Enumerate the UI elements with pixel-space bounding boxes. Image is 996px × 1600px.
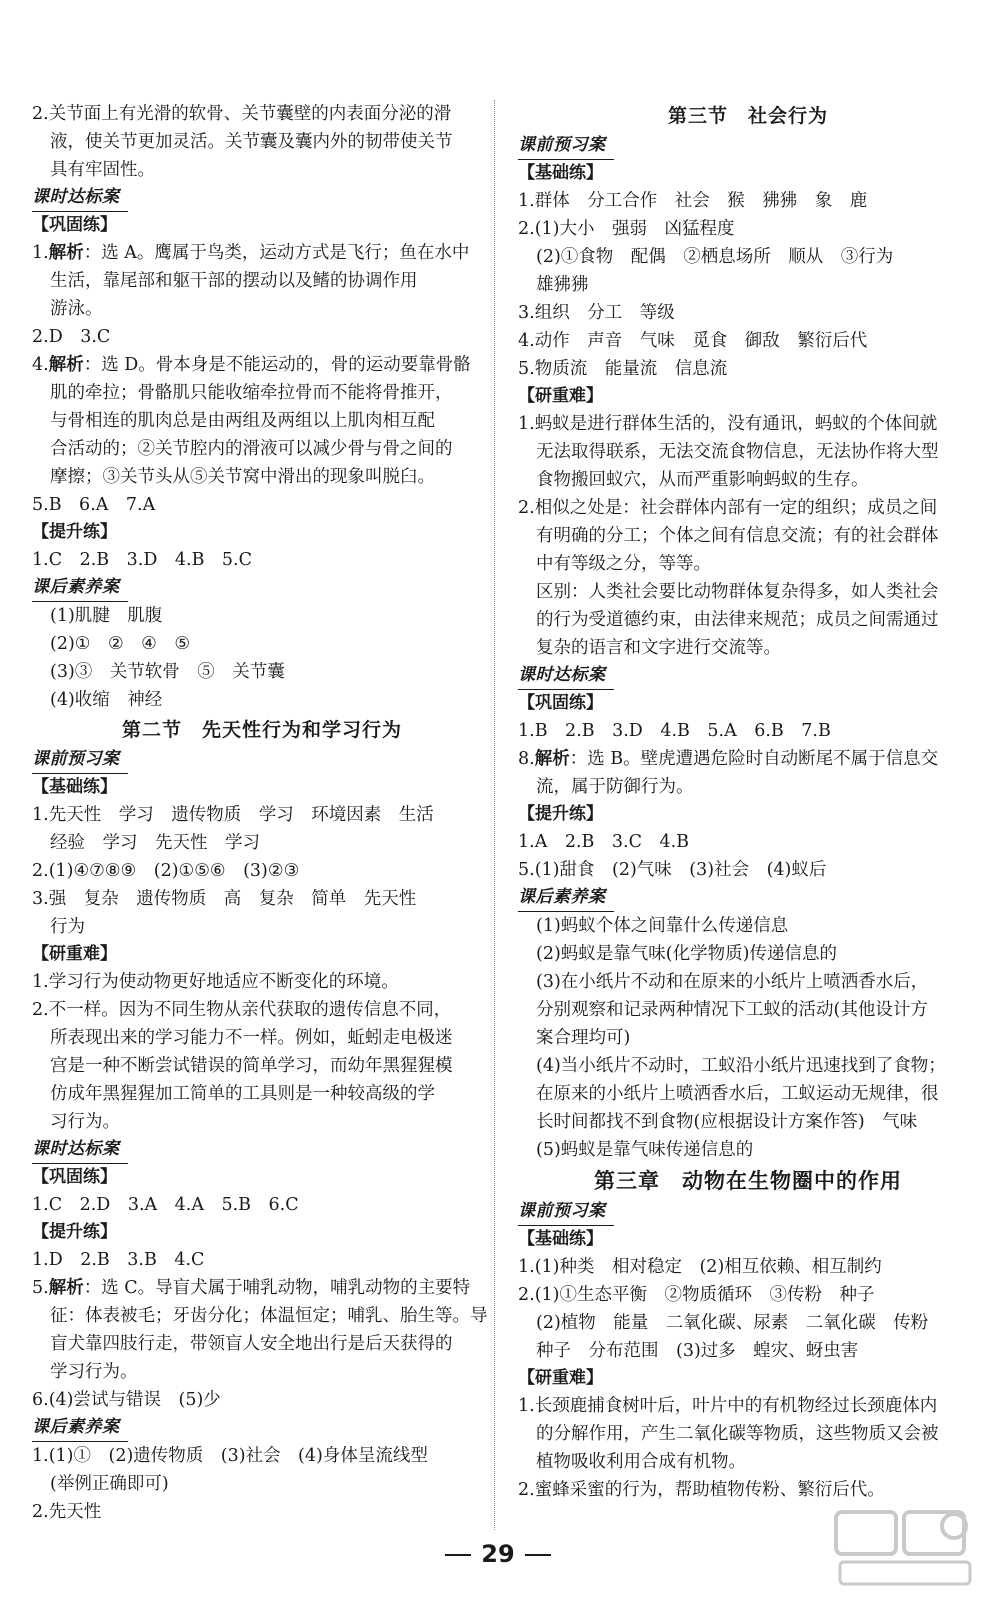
text-line: (1)肌腱 肌腹 — [50, 606, 163, 626]
page-number-text: 29 — [481, 1540, 515, 1568]
text-line: 植物吸收利用合成有机物。 — [536, 1452, 746, 1472]
section-label-keshi: 课时达标案 — [518, 662, 614, 690]
right-column — [518, 100, 978, 1504]
text-line: 1.解析：选 A。鹰属于鸟类，运动方式是飞行；鱼在水中 — [32, 243, 470, 263]
text-run: ：选 B。壁虎遭遇危险时自动断尾不属于信息交 — [569, 749, 939, 769]
text-line: 经验 学习 先天性 学习 — [50, 833, 260, 853]
subsection-yanzhong: 【研重难】 — [32, 944, 117, 964]
dash-left — [445, 1554, 471, 1556]
text-line: 1.B 2.B 3.D 4.B 5.A 6.B 7.B — [518, 721, 831, 741]
text-line: 在原来的小纸片上喷洒香水后，工蚁运动无规律，很 — [536, 1084, 939, 1104]
chapter-heading: 第三章 动物在生物圈中的作用 — [594, 1169, 902, 1193]
text-line: 与骨相连的肌肉总是由两组及两组以上肌肉相互配 — [50, 411, 435, 431]
text-line: 肌的牵拉；骨骼肌只能收缩牵拉骨而不能将骨推开， — [50, 383, 453, 403]
section-label-keqian: 课前预习案 — [518, 1198, 614, 1226]
text-line: 区别：人类社会要比动物群体复杂得多，如人类社会 — [536, 582, 939, 602]
text-run: ：选 D。骨本身是不能运动的，骨的运动要靠骨骼 — [83, 355, 471, 375]
text-line: 行为 — [50, 917, 85, 937]
section-label-keshi: 课时达标案 — [32, 1136, 128, 1164]
section-label-keqian: 课前预习案 — [32, 746, 128, 774]
text-line: 学习行为。 — [50, 1362, 138, 1382]
text-line: (1)蚂蚁个体之间靠什么传递信息 — [536, 916, 789, 936]
text-line: 1.先天性 学习 遗传物质 学习 环境因素 生活 — [32, 805, 434, 825]
text-line: 有明确的分工；个体之间有信息交流；有的社会群体 — [536, 526, 939, 546]
subsection-jichu: 【基础练】 — [32, 777, 117, 797]
subsection-tisheng: 【提升练】 — [32, 522, 117, 542]
text-line: (2)① ② ④ ⑤ — [50, 634, 191, 654]
text-line: 5.(1)甜食 (2)气味 (3)社会 (4)蚁后 — [518, 860, 827, 880]
section-label-kehou: 课后素养案 — [32, 574, 128, 602]
jiexi-label: 解析 — [534, 749, 570, 769]
text-line: 8.解析：选 B。壁虎遭遇危险时自动断尾不属于信息交 — [518, 749, 939, 769]
text-line: (举例正确即可) — [50, 1474, 169, 1494]
text-line: 习行为。 — [50, 1112, 120, 1132]
text-line: 2.不一样。因为不同生物从亲代获取的遗传信息不同， — [32, 1000, 452, 1020]
text-line: 中有等级之分，等等。 — [536, 554, 711, 574]
text-line: 6.(4)尝试与错误 (5)少 — [32, 1390, 221, 1410]
column-divider — [494, 100, 495, 1530]
section-label-kehou: 课后素养案 — [32, 1414, 128, 1442]
jiexi-label: 解析 — [48, 1278, 84, 1298]
text-line: 1.A 2.B 3.C 4.B — [518, 832, 690, 852]
section-heading: 第三节 社会行为 — [667, 105, 828, 127]
subsection-gonggu: 【巩固练】 — [32, 215, 117, 235]
text-line: 长时间都找不到食物(应根据设计方案作答) 气味 — [536, 1112, 918, 1132]
text-line: 1.蚂蚁是进行群体生活的，没有通讯，蚂蚁的个体间就 — [518, 414, 938, 434]
text-line: 案合理均可) — [536, 1028, 631, 1048]
text-line: 5.B 6.A 7.A — [32, 495, 156, 515]
text-line: 征：体表被毛；牙齿分化；体温恒定；哺乳、胎生等。导 — [50, 1306, 488, 1326]
text-line: 4.解析：选 D。骨本身是不能运动的，骨的运动要靠骨骼 — [32, 355, 471, 375]
text-line: 摩擦；③关节头从⑤关节窝中滑出的现象叫脱臼。 — [50, 467, 435, 487]
text-line: 游泳。 — [50, 299, 103, 319]
text-line: 的行为受道德约束，由法律来规范；成员之间需通过 — [536, 610, 939, 630]
text-line: 3.强 复杂 遗传物质 高 复杂 简单 先天性 — [32, 889, 417, 909]
text-line: 合活动的；②关节腔内的滑液可以减少骨与骨之间的 — [50, 439, 453, 459]
section-label-keqian: 课前预习案 — [518, 132, 614, 160]
text-line: 宫是一种不断尝试错误的简单学习，而幼年黑猩猩模 — [50, 1056, 453, 1076]
text-line: 1.群体 分工合作 社会 猴 狒狒 象 鹿 — [518, 191, 868, 211]
text-line: 液，使关节更加灵活。关节囊及囊内外的韧带使关节 — [50, 132, 453, 152]
text-run: ：选 C。导盲犬属于哺乳动物，哺乳动物的主要特 — [83, 1278, 471, 1298]
text-line: 所表现出来的学习能力不一样。例如，蚯蚓走电极迷 — [50, 1028, 453, 1048]
text-line: 5.解析：选 C。导盲犬属于哺乳动物，哺乳动物的主要特 — [32, 1278, 471, 1298]
dash-right — [525, 1554, 551, 1556]
text-line: (4)当小纸片不动时，工蚁沿小纸片迅速找到了食物； — [536, 1056, 946, 1076]
text-line: 3.组织 分工 等级 — [518, 303, 675, 323]
subsection-yanzhong: 【研重难】 — [518, 1368, 603, 1388]
text-line: 4.动作 声音 气味 觅食 御敌 繁衍后代 — [518, 331, 868, 351]
text-line: 2.(1)④⑦⑧⑨ (2)①⑤⑥ (3)②③ — [32, 861, 300, 881]
text-line: 2.先天性 — [32, 1502, 102, 1522]
text-line: 分别观察和记录两种情况下工蚁的活动(其他设计方 — [536, 1000, 928, 1020]
section-label-kehou: 课后素养案 — [518, 884, 614, 912]
text-line: 2.(1)大小 强弱 凶猛程度 — [518, 219, 735, 239]
text-run: ：选 A。鹰属于鸟类，运动方式是飞行；鱼在水中 — [83, 243, 470, 263]
text-line: 食物搬回蚁穴，从而严重影响蚂蚁的生存。 — [536, 470, 869, 490]
section-label-keshi: 课时达标案 — [32, 184, 128, 212]
text-line: 1.长颈鹿捕食树叶后，叶片中的有机物经过长颈鹿体内 — [518, 1396, 938, 1416]
text-line: 仿成年黑猩猩加工简单的工具则是一种较高级的学 — [50, 1084, 435, 1104]
text-line: 的分解作用，产生二氧化碳等物质，这些物质又会被 — [536, 1424, 939, 1444]
subsection-tisheng: 【提升练】 — [32, 1222, 117, 1242]
text-line: 1.(1)① (2)遗传物质 (3)社会 (4)身体呈流线型 — [32, 1446, 428, 1466]
text-line: 1.D 2.B 3.B 4.C — [32, 1250, 205, 1270]
text-line: (2)蚂蚁是靠气味(化学物质)传递信息的 — [536, 944, 837, 964]
text-line: 5.物质流 能量流 信息流 — [518, 359, 728, 379]
watermark-logo-icon — [832, 1506, 982, 1592]
text-line: 流，属于防御行为。 — [536, 777, 694, 797]
text-line: 2.D 3.C — [32, 327, 111, 347]
text-line: (2)植物 能量 二氧化碳、尿素 二氧化碳 传粉 — [536, 1313, 929, 1333]
text-line: 2.关节面上有光滑的软骨、关节囊壁的内表面分泌的滑 — [32, 104, 452, 124]
text-line: (4)收缩 神经 — [50, 690, 163, 710]
text-line: 具有牢固性。 — [50, 160, 155, 180]
jiexi-label: 解析 — [48, 355, 84, 375]
text-line: 1.学习行为使动物更好地适应不断变化的环境。 — [32, 972, 399, 992]
text-line: 1.C 2.B 3.D 4.B 5.C — [32, 550, 253, 570]
subsection-gonggu: 【巩固练】 — [32, 1167, 117, 1187]
subsection-yanzhong: 【研重难】 — [518, 386, 603, 406]
jiexi-label: 解析 — [48, 243, 84, 263]
text-line: 1.(1)种类 相对稳定 (2)相互依赖、相互制约 — [518, 1257, 882, 1277]
section-heading: 第二节 先天性行为和学习行为 — [121, 719, 402, 741]
text-line: (5)蚂蚁是靠气味传递信息的 — [536, 1140, 754, 1160]
text-line: (3)③ 关节软骨 ⑤ 关节囊 — [50, 662, 285, 682]
subsection-jichu: 【基础练】 — [518, 1229, 603, 1249]
text-line: (2)①食物 配偶 ②栖息场所 顺从 ③行为 — [536, 247, 894, 267]
text-line: (3)在小纸片不动和在原来的小纸片上喷洒香水后， — [536, 972, 929, 992]
text-line: 生活，靠尾部和躯干部的摆动以及鳍的协调作用 — [50, 271, 418, 291]
text-line: 2.相似之处是：社会群体内部有一定的组织；成员之间 — [518, 498, 938, 518]
text-line: 雄狒狒 — [536, 275, 589, 295]
text-line: 种子 分布范围 (3)过多 蝗灾、蚜虫害 — [536, 1341, 859, 1361]
text-line: 2.(1)①生态平衡 ②物质循环 ③传粉 种子 — [518, 1285, 875, 1305]
text-line: 2.蜜蜂采蜜的行为，帮助植物传粉、繁衍后代。 — [518, 1480, 885, 1500]
left-column — [32, 100, 492, 1526]
subsection-jichu: 【基础练】 — [518, 163, 603, 183]
text-line: 1.C 2.D 3.A 4.A 5.B 6.C — [32, 1195, 299, 1215]
text-line: 无法取得联系，无法交流食物信息，无法协作将大型 — [536, 442, 939, 462]
subsection-gonggu: 【巩固练】 — [518, 693, 603, 713]
subsection-tisheng: 【提升练】 — [518, 804, 603, 824]
text-line: 复杂的语言和文字进行交流等。 — [536, 638, 781, 658]
text-line: 盲犬靠四肢行走，带领盲人安全地出行是后天获得的 — [50, 1334, 453, 1354]
